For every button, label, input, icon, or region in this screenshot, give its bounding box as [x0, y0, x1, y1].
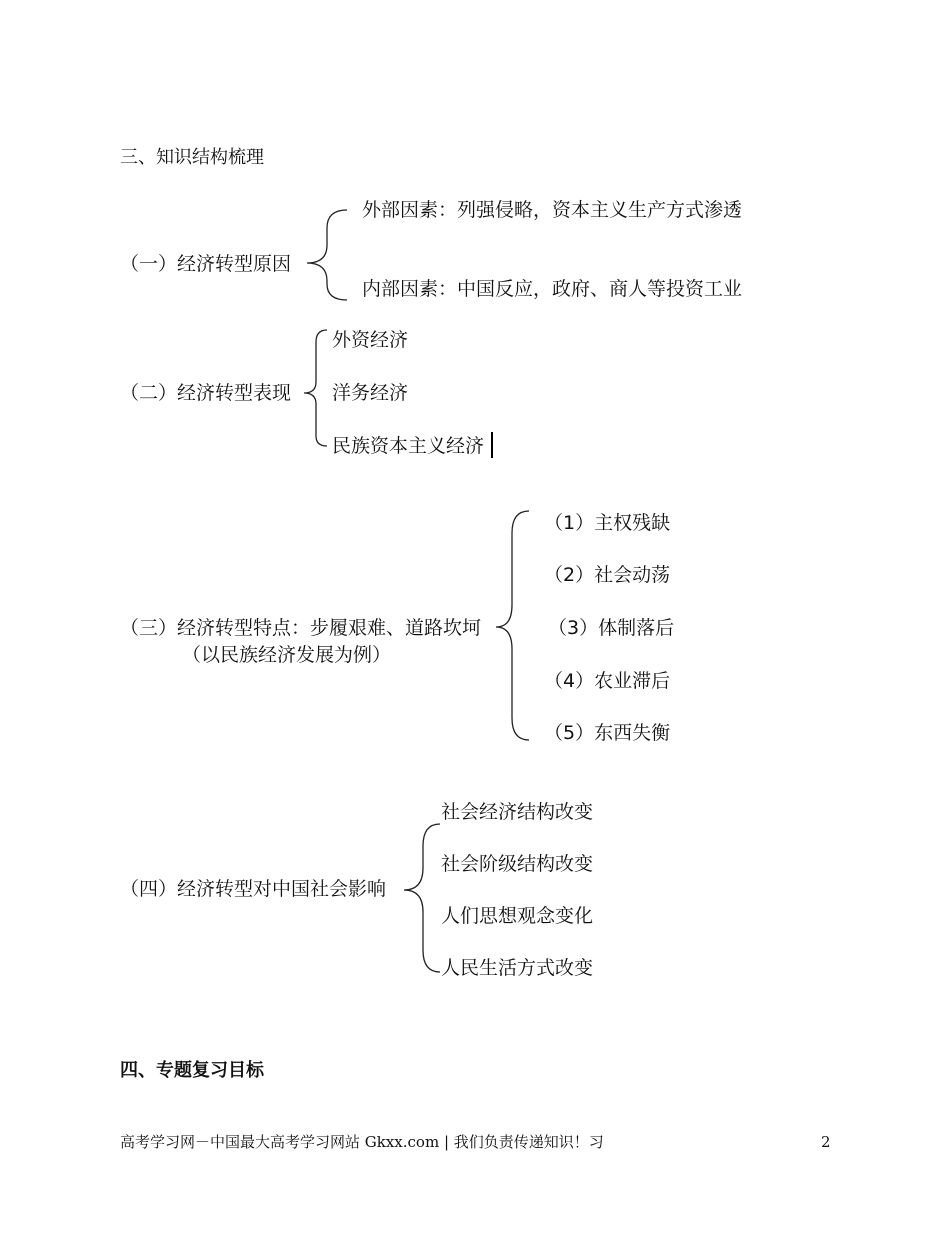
part1-item-internal: 内部因素：中国反应，政府、商人等投资工业 [362, 278, 743, 300]
part2-item-foreign: 外资经济 [332, 329, 409, 351]
part3-sublabel: （以民族经济发展为例） [182, 644, 392, 666]
part2-item-westernization: 洋务经济 [332, 382, 409, 404]
part3-label: （三）经济转型特点：步履艰难、道路坎坷 [120, 617, 482, 639]
part1-label: （一）经济转型原因 [120, 253, 292, 275]
part3-item-1: （1）主权残缺 [544, 512, 671, 534]
part3-item-2: （2）社会动荡 [544, 564, 671, 586]
part4-label: （四）经济转型对中国社会影响 [120, 878, 387, 900]
part3-item-5: （5）东西失衡 [544, 722, 671, 744]
brace-part3 [496, 511, 529, 740]
part2-label: （二）经济转型表现 [120, 382, 292, 404]
part2-item-national: 民族资本主义经济 [332, 435, 485, 457]
brace-part2 [304, 330, 327, 446]
part1-item-external: 外部因素：列强侵略，资本主义生产方式渗透 [362, 199, 743, 221]
part4-item-2: 社会阶级结构改变 [441, 853, 594, 875]
footer-text: 高考学习网－中国最大高考学习网站 Gkxx.com | 我们负责传递知识！习 [120, 1133, 604, 1151]
part4-item-1: 社会经济结构改变 [441, 801, 594, 823]
part4-item-3: 人们思想观念变化 [441, 905, 594, 927]
brace-part1 [307, 210, 347, 300]
page-number: 2 [821, 1133, 831, 1151]
part4-item-4: 人民生活方式改变 [441, 957, 594, 979]
part3-item-3: （3）体制落后 [548, 617, 675, 639]
section-heading-goals: 四、专题复习目标 [120, 1060, 264, 1081]
brace-part4 [404, 824, 440, 972]
part3-item-4: （4）农业滞后 [544, 670, 671, 692]
section-heading-structure: 三、知识结构梳理 [120, 147, 264, 168]
